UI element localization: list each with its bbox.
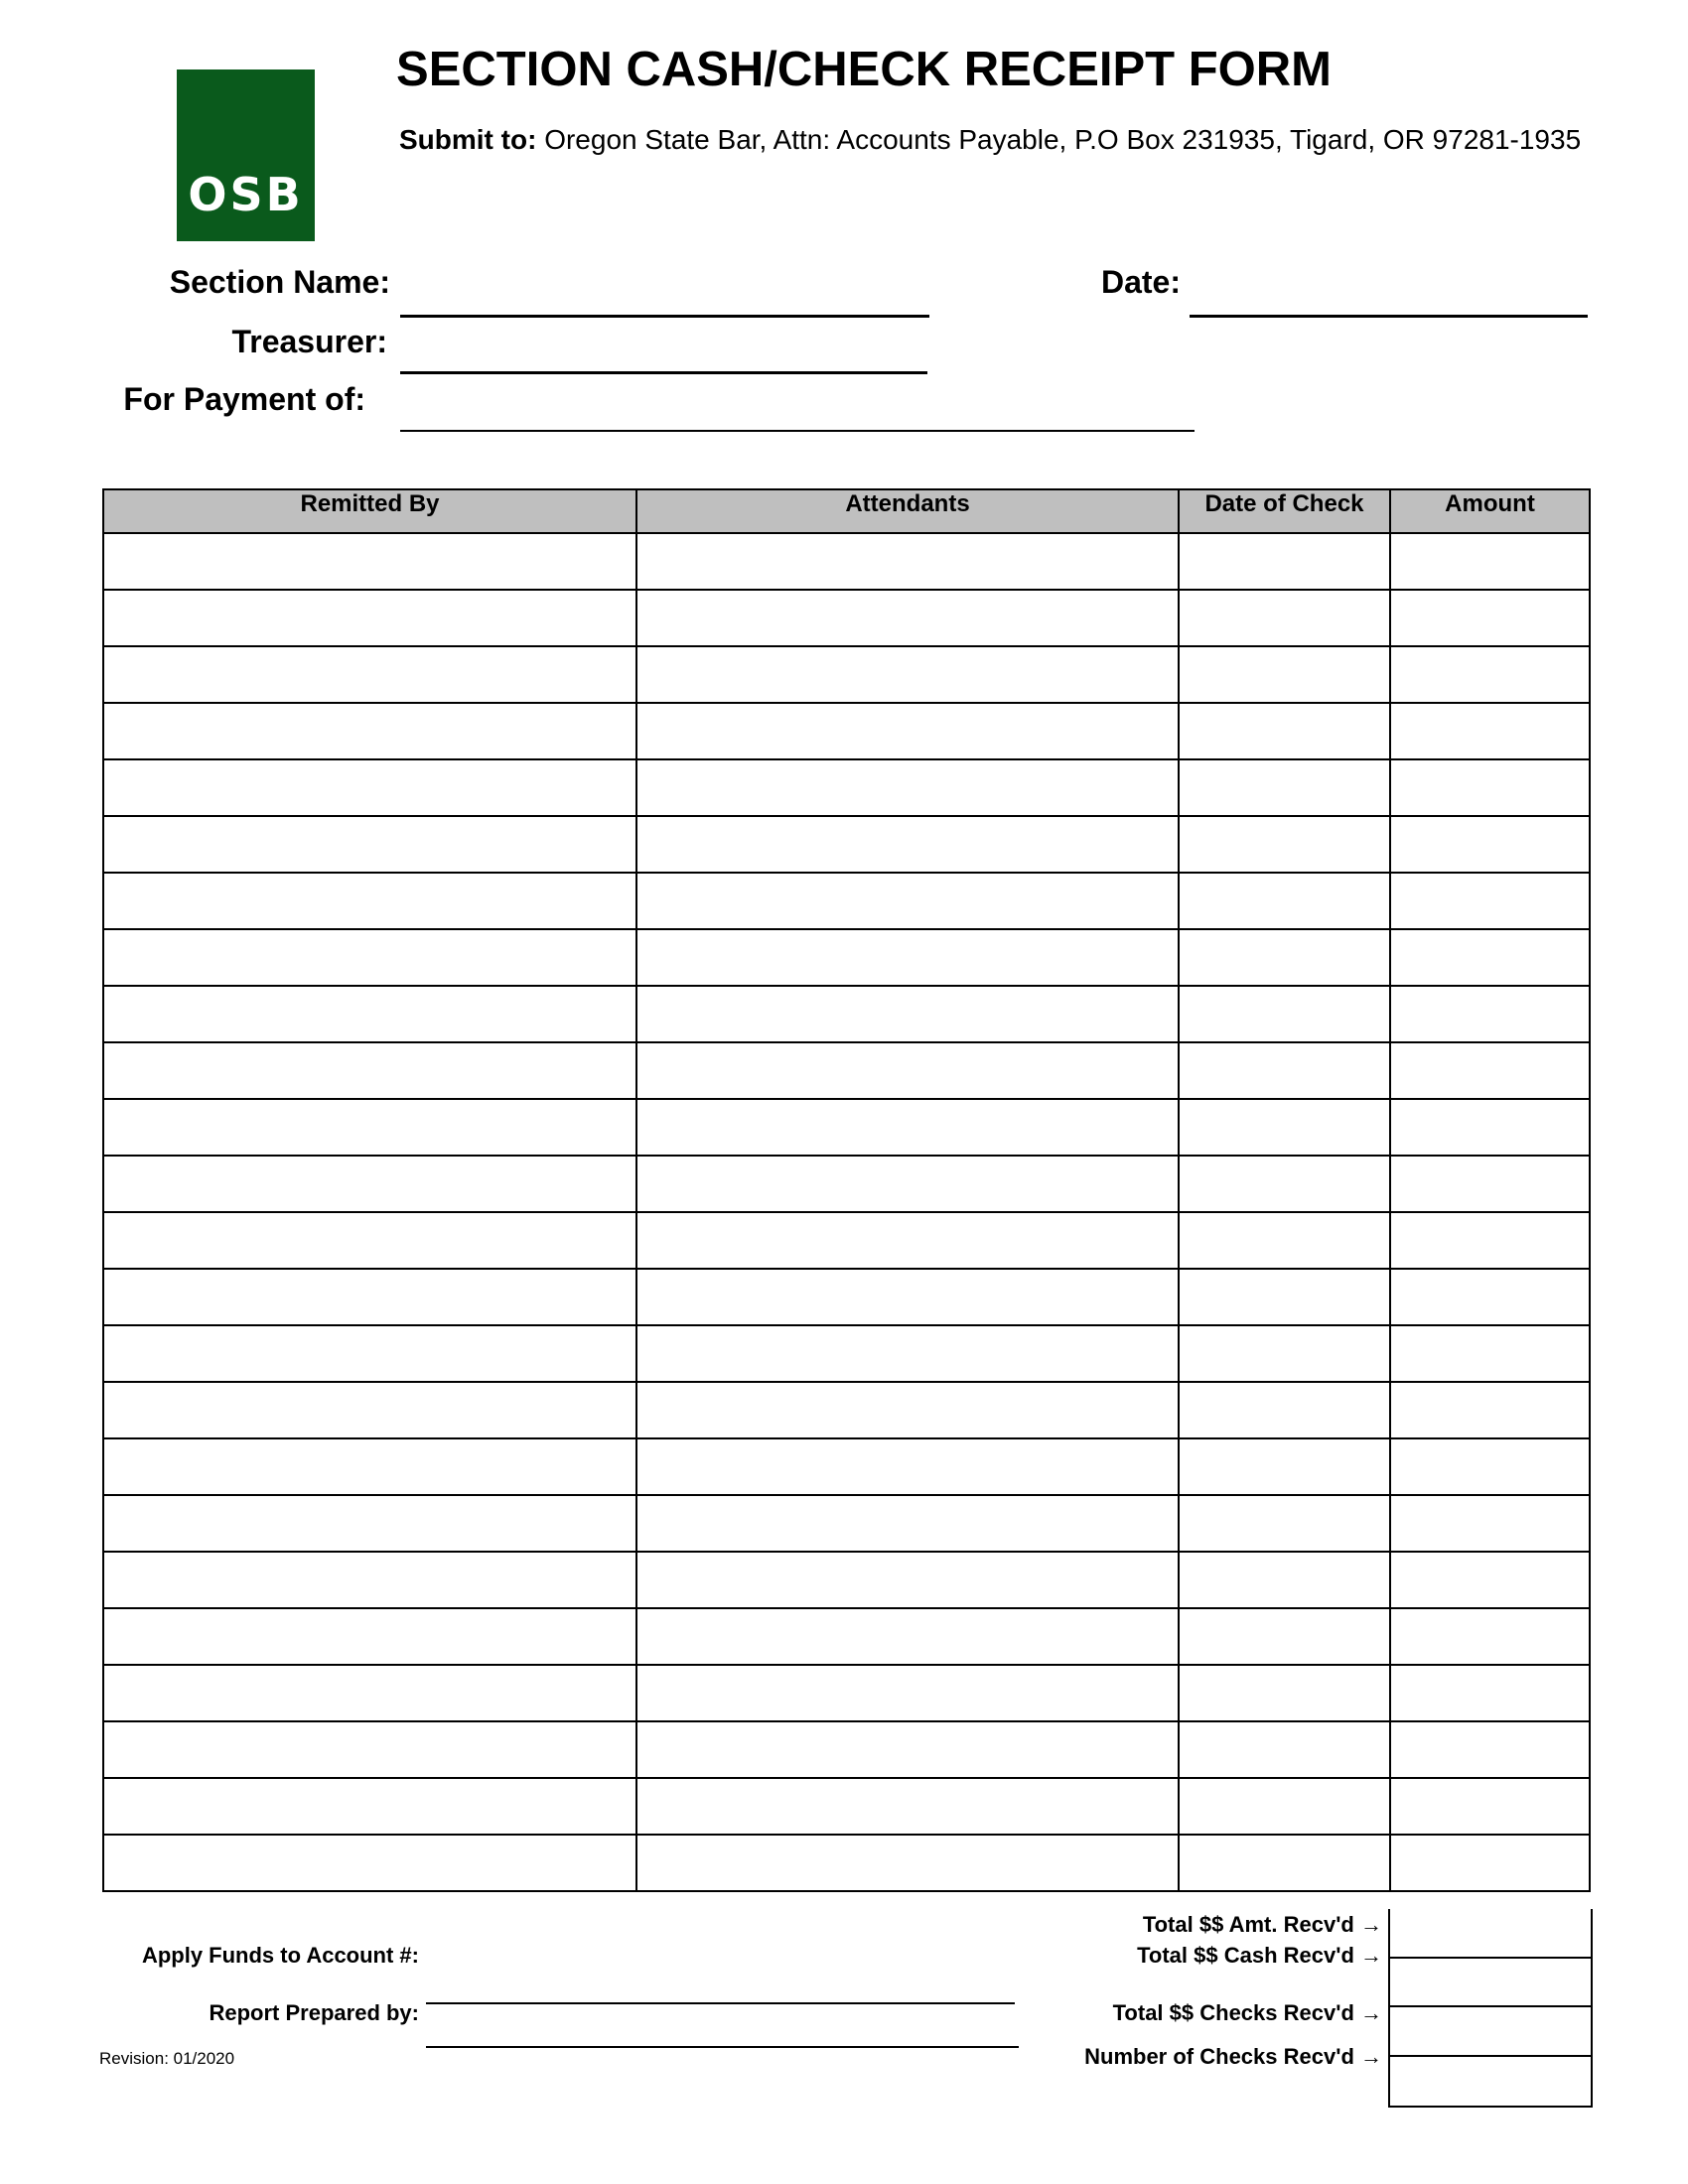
date-of-check-cell[interactable] xyxy=(1179,1495,1390,1552)
total-cash-label: Total $$ Cash Recv'd → xyxy=(1137,1943,1382,1968)
remitted-by-cell[interactable] xyxy=(103,1212,636,1269)
prepared-by-field[interactable] xyxy=(426,2046,1019,2048)
table-row xyxy=(103,1438,1590,1495)
table-row xyxy=(103,1325,1590,1382)
remitted-by-cell[interactable] xyxy=(103,1325,636,1382)
date-of-check-cell[interactable] xyxy=(1179,816,1390,873)
attendants-cell[interactable] xyxy=(636,1721,1179,1778)
table-row xyxy=(103,1269,1590,1325)
attendants-cell[interactable] xyxy=(636,929,1179,986)
table-header-row xyxy=(103,489,1590,533)
amount-cell[interactable] xyxy=(1390,1778,1590,1835)
attendants-cell[interactable] xyxy=(636,1608,1179,1665)
remitted-by-cell[interactable] xyxy=(103,759,636,816)
table-row xyxy=(103,1721,1590,1778)
remitted-by-cell[interactable] xyxy=(103,1495,636,1552)
date-of-check-cell[interactable] xyxy=(1179,1156,1390,1212)
amount-cell[interactable] xyxy=(1390,1269,1590,1325)
remitted-by-cell[interactable] xyxy=(103,1382,636,1438)
totals-box xyxy=(1388,1909,1593,2108)
amount-cell[interactable] xyxy=(1390,1325,1590,1382)
amount-cell[interactable] xyxy=(1390,1382,1590,1438)
remitted-by-cell[interactable] xyxy=(103,646,636,703)
remitted-by-cell[interactable] xyxy=(103,703,636,759)
remitted-by-cell[interactable] xyxy=(103,816,636,873)
amount-cell[interactable] xyxy=(1390,816,1590,873)
attendants-cell[interactable] xyxy=(636,1212,1179,1269)
attendants-cell[interactable] xyxy=(636,1269,1179,1325)
table-row xyxy=(103,590,1590,646)
amount-cell[interactable] xyxy=(1390,1665,1590,1721)
date-of-check-cell[interactable] xyxy=(1179,1269,1390,1325)
date-of-check-cell[interactable] xyxy=(1179,1212,1390,1269)
date-of-check-cell[interactable] xyxy=(1179,1721,1390,1778)
totals-divider xyxy=(1390,2055,1591,2057)
amount-cell[interactable] xyxy=(1390,1552,1590,1608)
remitted-by-cell[interactable] xyxy=(103,1552,636,1608)
remitted-by-cell[interactable] xyxy=(103,1665,636,1721)
amount-cell[interactable] xyxy=(1390,759,1590,816)
remitted-by-cell[interactable] xyxy=(103,1835,636,1891)
logo-text: OSB xyxy=(188,168,304,221)
amount-cell[interactable] xyxy=(1390,929,1590,986)
section-name-field[interactable] xyxy=(400,315,929,318)
remitted-by-cell[interactable] xyxy=(103,533,636,590)
receipts-table xyxy=(102,488,1591,1892)
treasurer-field[interactable] xyxy=(400,371,927,374)
column-header-remitted-by: Remitted By xyxy=(103,489,636,533)
attendants-cell[interactable] xyxy=(636,986,1179,1042)
date-of-check-cell[interactable] xyxy=(1179,1778,1390,1835)
remitted-by-cell[interactable] xyxy=(103,1778,636,1835)
submit-to-address: Oregon State Bar, Attn: Accounts Payable, P.O Box 231935, Tigard, OR 97281-1935 xyxy=(544,124,1582,155)
table-row xyxy=(103,1099,1590,1156)
table-row xyxy=(103,759,1590,816)
table-row xyxy=(103,1778,1590,1835)
amount-cell[interactable] xyxy=(1390,1721,1590,1778)
date-of-check-cell[interactable] xyxy=(1179,1665,1390,1721)
table-row xyxy=(103,1042,1590,1099)
table-row xyxy=(103,1382,1590,1438)
attendants-cell[interactable] xyxy=(636,1099,1179,1156)
submit-to-label: Submit to: xyxy=(399,124,537,155)
remitted-by-cell[interactable] xyxy=(103,873,636,929)
attendants-cell[interactable] xyxy=(636,1495,1179,1552)
date-of-check-cell[interactable] xyxy=(1179,646,1390,703)
section-name-label: Section Name: xyxy=(169,264,390,300)
date-of-check-cell[interactable] xyxy=(1179,986,1390,1042)
table-row xyxy=(103,816,1590,873)
date-of-check-cell[interactable] xyxy=(1179,533,1390,590)
attendants-cell[interactable] xyxy=(636,1552,1179,1608)
date-of-check-cell[interactable] xyxy=(1179,929,1390,986)
remitted-by-cell[interactable] xyxy=(103,1721,636,1778)
date-of-check-cell[interactable] xyxy=(1179,1099,1390,1156)
remitted-by-cell[interactable] xyxy=(103,1156,636,1212)
attendants-cell[interactable] xyxy=(636,1325,1179,1382)
date-of-check-cell[interactable] xyxy=(1179,759,1390,816)
attendants-cell[interactable] xyxy=(636,759,1179,816)
column-header-attendants: Attendants xyxy=(636,489,1179,533)
date-field[interactable] xyxy=(1190,315,1588,318)
remitted-by-cell[interactable] xyxy=(103,590,636,646)
date-of-check-cell[interactable] xyxy=(1179,590,1390,646)
remitted-by-cell[interactable] xyxy=(103,1099,636,1156)
date-of-check-cell[interactable] xyxy=(1179,1552,1390,1608)
amount-cell[interactable] xyxy=(1390,986,1590,1042)
totals-divider xyxy=(1390,2005,1591,2007)
table-row xyxy=(103,1552,1590,1608)
amount-cell[interactable] xyxy=(1390,1608,1590,1665)
attendants-cell[interactable] xyxy=(636,873,1179,929)
totals-divider xyxy=(1390,1957,1591,1959)
amount-cell[interactable] xyxy=(1390,1212,1590,1269)
date-of-check-cell[interactable] xyxy=(1179,1042,1390,1099)
date-of-check-cell[interactable] xyxy=(1179,703,1390,759)
payment-label: For Payment of: xyxy=(123,381,365,417)
report-prepared-by-label: Report Prepared by: xyxy=(209,2000,419,2025)
amount-cell[interactable] xyxy=(1390,1835,1590,1891)
date-of-check-cell[interactable] xyxy=(1179,873,1390,929)
amount-cell[interactable] xyxy=(1390,590,1590,646)
attendants-cell[interactable] xyxy=(636,1438,1179,1495)
remitted-by-cell[interactable] xyxy=(103,1269,636,1325)
total-amount-label: Total $$ Amt. Recv'd → xyxy=(1142,1912,1382,1937)
table-row xyxy=(103,1835,1590,1891)
amount-cell[interactable] xyxy=(1390,1042,1590,1099)
table-row xyxy=(103,646,1590,703)
remitted-by-cell[interactable] xyxy=(103,986,636,1042)
date-of-check-cell[interactable] xyxy=(1179,1438,1390,1495)
remitted-by-cell[interactable] xyxy=(103,1608,636,1665)
submit-to-line xyxy=(399,123,1581,157)
table-row xyxy=(103,1608,1590,1665)
form-title: SECTION CASH/CHECK RECEIPT FORM xyxy=(396,43,1332,96)
table-row xyxy=(103,533,1590,590)
amount-cell[interactable] xyxy=(1390,1099,1590,1156)
apply-funds-label: Apply Funds to Account #: xyxy=(141,1943,419,1968)
date-of-check-cell[interactable] xyxy=(1179,1325,1390,1382)
attendants-cell[interactable] xyxy=(636,646,1179,703)
attendants-cell[interactable] xyxy=(636,1778,1179,1835)
table-row xyxy=(103,873,1590,929)
attendants-cell[interactable] xyxy=(636,1156,1179,1212)
table-row xyxy=(103,1212,1590,1269)
payment-field[interactable] xyxy=(400,430,1195,432)
amount-cell[interactable] xyxy=(1390,873,1590,929)
amount-cell[interactable] xyxy=(1390,1156,1590,1212)
number-of-checks-label: Number of Checks Recv'd → xyxy=(1084,2044,1382,2069)
attendants-cell[interactable] xyxy=(636,1835,1179,1891)
osb-logo xyxy=(177,69,315,241)
column-header-amount: Amount xyxy=(1390,489,1590,533)
attendants-cell[interactable] xyxy=(636,533,1179,590)
amount-cell[interactable] xyxy=(1390,703,1590,759)
remitted-by-cell[interactable] xyxy=(103,1042,636,1099)
treasurer-label: Treasurer: xyxy=(231,324,387,359)
attendants-cell[interactable] xyxy=(636,1665,1179,1721)
table-row xyxy=(103,1495,1590,1552)
account-number-field[interactable] xyxy=(426,2002,1015,2004)
amount-cell[interactable] xyxy=(1390,1495,1590,1552)
column-header-date-of-check: Date of Check xyxy=(1179,489,1390,533)
table-row xyxy=(103,929,1590,986)
date-of-check-cell[interactable] xyxy=(1179,1835,1390,1891)
attendants-cell[interactable] xyxy=(636,1042,1179,1099)
attendants-cell[interactable] xyxy=(636,816,1179,873)
total-checks-label: Total $$ Checks Recv'd → xyxy=(1112,2000,1382,2025)
table-row xyxy=(103,986,1590,1042)
attendants-cell[interactable] xyxy=(636,703,1179,759)
attendants-cell[interactable] xyxy=(636,590,1179,646)
table-row xyxy=(103,703,1590,759)
attendants-cell[interactable] xyxy=(636,1382,1179,1438)
remitted-by-cell[interactable] xyxy=(103,1438,636,1495)
revision-note: Revision: 01/2020 xyxy=(99,2049,235,2068)
table-body xyxy=(103,533,1590,1891)
date-of-check-cell[interactable] xyxy=(1179,1608,1390,1665)
date-of-check-cell[interactable] xyxy=(1179,1382,1390,1438)
table-row xyxy=(103,1156,1590,1212)
amount-cell[interactable] xyxy=(1390,533,1590,590)
table-row xyxy=(103,1665,1590,1721)
date-label: Date: xyxy=(1100,264,1181,300)
remitted-by-cell[interactable] xyxy=(103,929,636,986)
amount-cell[interactable] xyxy=(1390,646,1590,703)
amount-cell[interactable] xyxy=(1390,1438,1590,1495)
